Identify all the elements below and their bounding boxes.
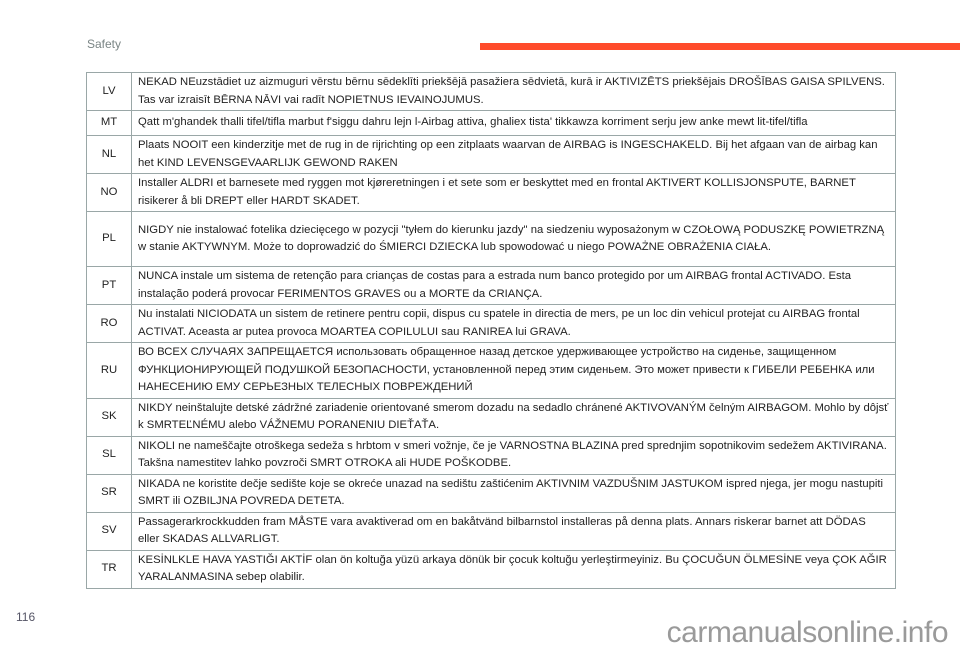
warning-text: NEKAD NEuzstādiet uz aizmuguri vērstu bērnu sēdeklīti priekšējā pasažiera sēdvietā, kurā ir AKTIVIZĒTS priekšējais DROŠĪBAS GAISA SPILVENS. Tas var izraisīt BĒRNA NĀVI vai radīt NOPIETNUS IEVAINOJUMUS. bbox=[132, 73, 896, 111]
language-code: LV bbox=[87, 73, 132, 111]
warning-text: Installer ALDRI et barnesete med ryggen mot kjøreretningen i et sete som er beskyttet med en frontal AKTIVERT KOLLISJONSPUTE, BARNET risikerer å bli DREPT eller HARDT SKADET. bbox=[132, 174, 896, 212]
table-row bbox=[87, 111, 896, 136]
table-row bbox=[87, 305, 896, 343]
table-row bbox=[87, 512, 896, 550]
language-code: PL bbox=[87, 212, 132, 267]
language-code: TR bbox=[87, 550, 132, 588]
language-code: NL bbox=[87, 136, 132, 174]
table-row bbox=[87, 550, 896, 588]
warning-text: KESİNLKLE HAVA YASTIĞI AKTİF olan ön koltuğa yüzü arkaya dönük bir çocuk koltuğu yerleştirmeyiniz. Bu ÇOCUĞUN ÖLMESİNE veya ÇOK AĞIR YARALANMASINA sebep olabilir. bbox=[132, 550, 896, 588]
language-code: RU bbox=[87, 343, 132, 399]
section-title: Safety bbox=[87, 37, 122, 51]
table-row bbox=[87, 436, 896, 474]
section-accent-bar bbox=[480, 43, 960, 50]
language-code: SR bbox=[87, 474, 132, 512]
table-row bbox=[87, 73, 896, 111]
warning-text: NIKDY neinštalujte detské zádržné zariadenie orientované smerom dozadu na sedadlo chránené AKTIVOVANÝM čelným AIRBAGOM. Mohlo by dôjsť k SMRTEĽNÉMU alebo VÁŽNEMU PORANENIU DIEŤAŤA. bbox=[132, 398, 896, 436]
watermark: carmanualsonline.info bbox=[666, 616, 948, 649]
table-row bbox=[87, 474, 896, 512]
table-row bbox=[87, 174, 896, 212]
warning-text: Nu instalati NICIODATA un sistem de retinere pentru copii, dispus cu spatele in directia de mers, pe un loc din vehicul protejat cu AIRBAG frontal ACTIVAT. Aceasta ar putea provoca MOARTEA COPILULUI sau RANIREA lui GRAVA. bbox=[132, 305, 896, 343]
warning-text: NIKOLI ne nameščajte otroškega sedeža s hrbtom v smeri vožnje, če je VARNOSTNA BLAZINA pred sprednjim sopotnikovim sedežem AKTIVIRANA. Takšna namestitev lahko povzroči SMRT OTROKA ali HUDE POŠKODBE. bbox=[132, 436, 896, 474]
warning-text: Passagerarkrockkudden fram MÅSTE vara avaktiverad om en bakåtvänd bilbarnstol installeras på denna plats. Annars riskerar barnet att DÖDAS eller SKADAS ALLVARLIGT. bbox=[132, 512, 896, 550]
language-code: MT bbox=[87, 111, 132, 136]
language-code: PT bbox=[87, 267, 132, 305]
language-code: RO bbox=[87, 305, 132, 343]
language-code: SL bbox=[87, 436, 132, 474]
language-code: SK bbox=[87, 398, 132, 436]
warning-text: ВО ВСЕХ СЛУЧАЯХ ЗАПРЕЩАЕТСЯ использовать обращенное назад детское удерживающее устройство на сиденье, защищенном ФУНКЦИОНИРУЮЩЕЙ ПОДУШКОЙ БЕЗОПАСНОСТИ, установленной перед этим сиденьем. Это может привести к ГИБЕЛИ РЕБЕНКА или НАНЕСЕНИЮ ЕМУ СЕРЬЕЗНЫХ ТЕЛЕСНЫХ ПОВРЕЖДЕНИЙ bbox=[132, 343, 896, 399]
warning-text: NIKADA ne koristite dečje sedište koje se okreće unazad na sedištu zaštićenim AKTIVNIM VAZDUŠNIM JASTUKOM ispred njega, jer mogu nastupiti SMRT ili OZBILJNA POVREDA DETETA. bbox=[132, 474, 896, 512]
warning-text: Qatt m'ghandek thalli tifel/tifla marbut f'siggu dahru lejn l-Airbag attiva, ghaliex tista' tikkawza korriment serju jew anke mewt lit-tifel/tifla bbox=[132, 111, 896, 136]
language-code: SV bbox=[87, 512, 132, 550]
warning-table bbox=[86, 72, 896, 589]
warning-text: NUNCA instale um sistema de retenção para crianças de costas para a estrada num banco protegido por um AIRBAG frontal ACTIVADO. Esta instalação poderá provocar FERIMENTOS GRAVES ou a MORTE da CRIANÇA. bbox=[132, 267, 896, 305]
page-number: 116 bbox=[16, 610, 36, 624]
language-code: NO bbox=[87, 174, 132, 212]
table-row bbox=[87, 398, 896, 436]
warning-text: Plaats NOOIT een kinderzitje met de rug in de rijrichting op een zitplaats waarvan de AIRBAG is INGESCHAKELD. Bij het afgaan van de airbag kan het KIND LEVENSGEVAARLIJK GEWOND RAKEN bbox=[132, 136, 896, 174]
table-row bbox=[87, 343, 896, 399]
table-row bbox=[87, 212, 896, 267]
table-row bbox=[87, 267, 896, 305]
warning-text: NIGDY nie instalować fotelika dziecięcego w pozycji "tyłem do kierunku jazdy" na siedzeniu wyposażonym w CZOŁOWĄ PODUSZKĘ POWIETRZNĄ w stanie AKTYWNYM. Może to doprowadzić do ŚMIERCI DZIECKA lub spowodować u niego POWAŻNE OBRAŻENIA CIAŁA. bbox=[132, 212, 896, 267]
table-row bbox=[87, 136, 896, 174]
